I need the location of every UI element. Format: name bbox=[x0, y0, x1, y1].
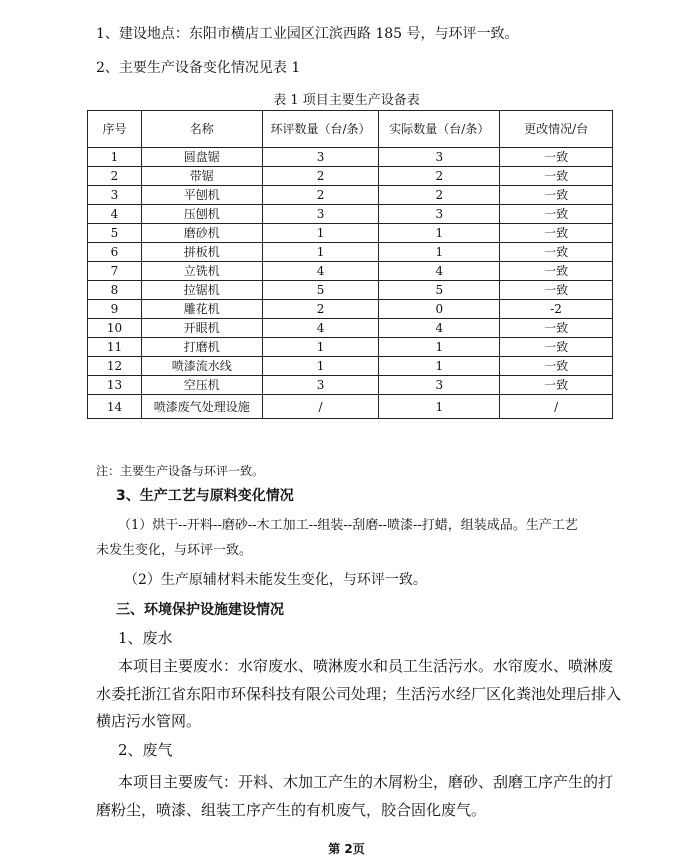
cell-planned-qty: 3 bbox=[262, 205, 379, 224]
table-row bbox=[88, 224, 613, 243]
cell-change: -2 bbox=[500, 300, 613, 319]
cell-index: 6 bbox=[88, 243, 142, 262]
header-name: 名称 bbox=[141, 111, 262, 148]
table-row bbox=[88, 376, 613, 395]
cell-name: 平刨机 bbox=[141, 186, 262, 205]
cell-planned-qty: 4 bbox=[262, 262, 379, 281]
process-line-1: （1）烘干--开料--磨砂--木工加工--组装--刮磨--喷漆--打蜡，组装成品。生产工艺 bbox=[118, 518, 578, 533]
cell-name: 圆盘锯 bbox=[141, 148, 262, 167]
cell-name: 开眼机 bbox=[141, 319, 262, 338]
cell-actual-qty: 4 bbox=[379, 262, 500, 281]
cell-index: 3 bbox=[88, 186, 142, 205]
wastewater-title: 1、废水 bbox=[118, 629, 173, 647]
cell-name: 空压机 bbox=[141, 376, 262, 395]
env-section-title: 三、环境保护设施建设情况 bbox=[116, 602, 284, 618]
cell-change: 一致 bbox=[500, 186, 613, 205]
cell-name: 拉锯机 bbox=[141, 281, 262, 300]
cell-name: 雕花机 bbox=[141, 300, 262, 319]
cell-name: 立铣机 bbox=[141, 262, 262, 281]
header-index: 序号 bbox=[88, 111, 142, 148]
cell-planned-qty: 3 bbox=[262, 148, 379, 167]
table-body bbox=[88, 148, 613, 419]
cell-actual-qty: 3 bbox=[379, 148, 500, 167]
cell-change: 一致 bbox=[500, 167, 613, 186]
table-row bbox=[88, 167, 613, 186]
cell-index: 7 bbox=[88, 262, 142, 281]
cell-planned-qty: 5 bbox=[262, 281, 379, 300]
cell-change: 一致 bbox=[500, 376, 613, 395]
cell-change: 一致 bbox=[500, 262, 613, 281]
cell-change: 一致 bbox=[500, 357, 613, 376]
cell-actual-qty: 1 bbox=[379, 243, 500, 262]
materials-line: （2）生产原辅材料未能发生变化，与环评一致。 bbox=[124, 572, 427, 588]
section-3-title: 3、生产工艺与原料变化情况 bbox=[116, 488, 294, 504]
cell-name: 打磨机 bbox=[141, 338, 262, 357]
cell-planned-qty: 1 bbox=[262, 224, 379, 243]
table-caption: 表 1 项目主要生产设备表 bbox=[273, 93, 420, 108]
equipment-intro-line: 2、主要生产设备变化情况见表 1 bbox=[96, 60, 301, 76]
cell-name: 磨砂机 bbox=[141, 224, 262, 243]
cell-index: 8 bbox=[88, 281, 142, 300]
table-header-row bbox=[88, 111, 613, 148]
cell-change: / bbox=[500, 395, 613, 419]
cell-actual-qty: 5 bbox=[379, 281, 500, 300]
cell-change: 一致 bbox=[500, 338, 613, 357]
wastewater-line-1: 本项目主要废水：水帘废水、喷淋废水和员工生活污水。水帘废水、喷淋废 bbox=[118, 657, 614, 675]
cell-actual-qty: 3 bbox=[379, 205, 500, 224]
cell-index: 4 bbox=[88, 205, 142, 224]
cell-index: 13 bbox=[88, 376, 142, 395]
cell-change: 一致 bbox=[500, 243, 613, 262]
cell-index: 2 bbox=[88, 167, 142, 186]
cell-actual-qty: 1 bbox=[379, 338, 500, 357]
cell-actual-qty: 1 bbox=[379, 224, 500, 243]
header-planned-qty: 环评数量（台/条） bbox=[262, 111, 379, 148]
cell-actual-qty: 2 bbox=[379, 167, 500, 186]
cell-planned-qty: 2 bbox=[262, 167, 379, 186]
cell-change: 一致 bbox=[500, 205, 613, 224]
exhaust-title: 2、废气 bbox=[118, 741, 173, 759]
cell-name: 拼板机 bbox=[141, 243, 262, 262]
exhaust-line-1: 本项目主要废气：开料、木加工产生的木屑粉尘，磨砂、刮磨工序产生的打 bbox=[118, 773, 614, 791]
cell-index: 10 bbox=[88, 319, 142, 338]
cell-planned-qty: 3 bbox=[262, 376, 379, 395]
cell-change: 一致 bbox=[500, 224, 613, 243]
cell-name: 喷漆废气处理设施 bbox=[141, 395, 262, 419]
cell-name: 喷漆流水线 bbox=[141, 357, 262, 376]
table-row bbox=[88, 319, 613, 338]
cell-change: 一致 bbox=[500, 319, 613, 338]
cell-change: 一致 bbox=[500, 281, 613, 300]
cell-index: 9 bbox=[88, 300, 142, 319]
table-row bbox=[88, 205, 613, 224]
equipment-table bbox=[87, 110, 613, 419]
cell-change: 一致 bbox=[500, 148, 613, 167]
process-line-2: 未发生变化，与环评一致。 bbox=[96, 543, 253, 558]
table-row bbox=[88, 262, 613, 281]
table-row bbox=[88, 300, 613, 319]
cell-actual-qty: 3 bbox=[379, 376, 500, 395]
cell-planned-qty: 1 bbox=[262, 243, 379, 262]
cell-index: 12 bbox=[88, 357, 142, 376]
table-row bbox=[88, 338, 613, 357]
page-number: 第 2页 bbox=[328, 842, 365, 856]
table-note: 注：主要生产设备与环评一致。 bbox=[96, 464, 265, 478]
cell-index: 11 bbox=[88, 338, 142, 357]
table-row bbox=[88, 243, 613, 262]
cell-planned-qty: 2 bbox=[262, 300, 379, 319]
cell-actual-qty: 1 bbox=[379, 395, 500, 419]
cell-actual-qty: 0 bbox=[379, 300, 500, 319]
table-row bbox=[88, 395, 613, 419]
header-actual-qty: 实际数量（台/条） bbox=[379, 111, 500, 148]
cell-actual-qty: 2 bbox=[379, 186, 500, 205]
location-line: 1、建设地点：东阳市横店工业园区江滨西路 185 号，与环评一致。 bbox=[96, 26, 519, 42]
table-row bbox=[88, 186, 613, 205]
cell-index: 14 bbox=[88, 395, 142, 419]
cell-planned-qty: 1 bbox=[262, 338, 379, 357]
wastewater-line-2: 水委托浙江省东阳市环保科技有限公司处理；生活污水经厂区化粪池处理后排入 bbox=[96, 685, 622, 703]
header-change: 更改情况/台 bbox=[500, 111, 613, 148]
table-row bbox=[88, 148, 613, 167]
cell-planned-qty: 1 bbox=[262, 357, 379, 376]
table-row bbox=[88, 281, 613, 300]
cell-planned-qty: 4 bbox=[262, 319, 379, 338]
wastewater-line-3: 横店污水管网。 bbox=[96, 712, 202, 730]
table-row bbox=[88, 357, 613, 376]
exhaust-line-2: 磨粉尘，喷漆、组装工序产生的有机废气，胶合固化废气。 bbox=[96, 801, 487, 819]
cell-index: 1 bbox=[88, 148, 142, 167]
cell-actual-qty: 1 bbox=[379, 357, 500, 376]
cell-name: 带锯 bbox=[141, 167, 262, 186]
cell-planned-qty: / bbox=[262, 395, 379, 419]
cell-index: 5 bbox=[88, 224, 142, 243]
cell-planned-qty: 2 bbox=[262, 186, 379, 205]
cell-name: 压刨机 bbox=[141, 205, 262, 224]
cell-actual-qty: 4 bbox=[379, 319, 500, 338]
